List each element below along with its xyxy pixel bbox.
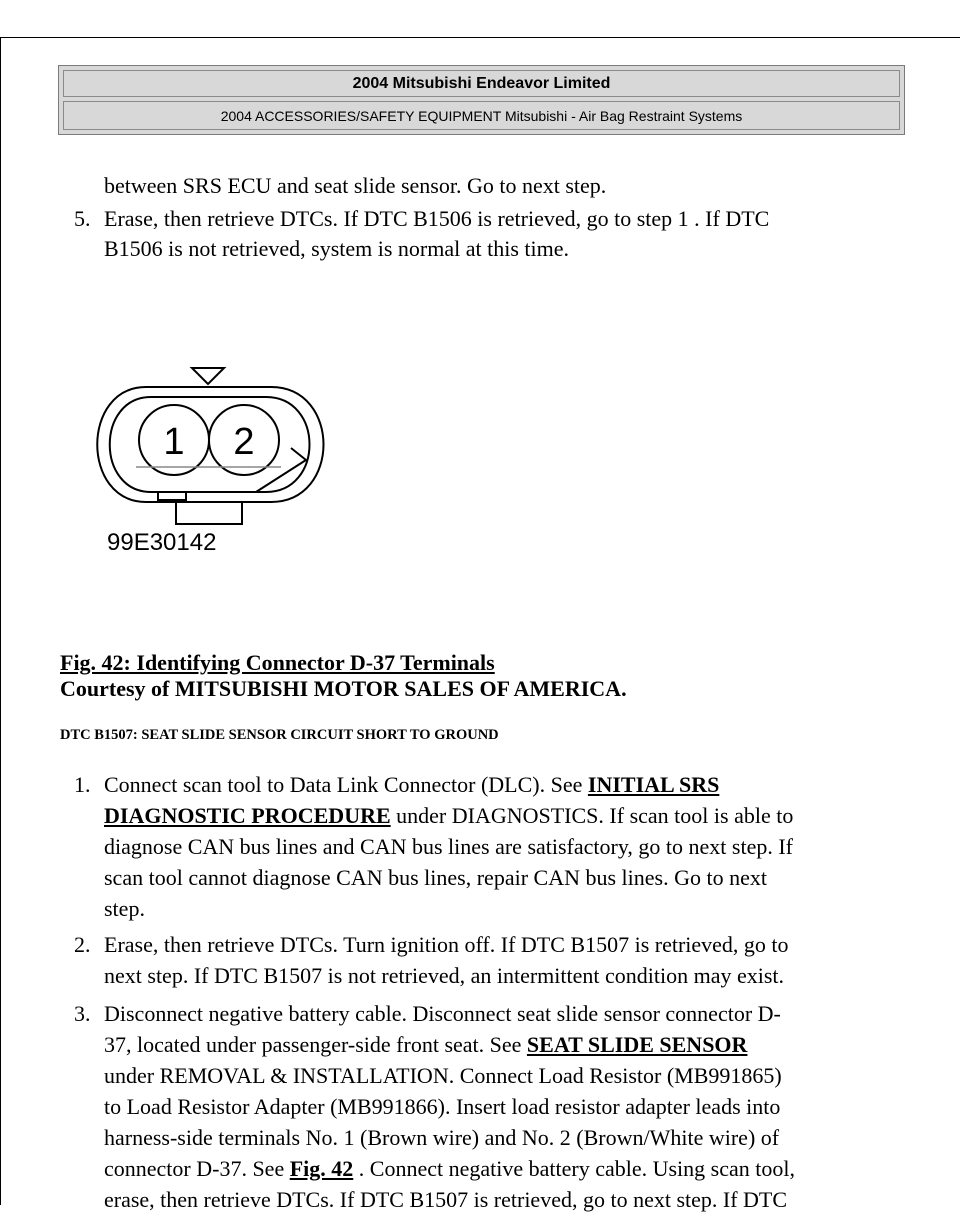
step-3-line-1: Disconnect negative battery cable. Disconnect seat slide sensor connector D- [104,1001,781,1026]
step-5-line-1: Erase, then retrieve DTCs. If DTC B1506 is retrieved, go to step 1 . If DTC [104,206,770,231]
step-3-line-3: under REMOVAL & INSTALLATION. Connect Load Resistor (MB991865) [104,1063,782,1088]
seat-slide-sensor-link[interactable]: SEAT SLIDE SENSOR [526,1032,748,1057]
page-frame-left [0,37,1,1205]
step-3-line-5: harness-side terminals No. 1 (Brown wire) and No. 2 (Brown/White wire) of [104,1125,780,1150]
connector-key-triangle [192,368,224,384]
step-3-line-2 [104,1029,747,1060]
step-2-number: 2. [74,932,91,957]
step-3-text-6a: connector D-37. See [104,1156,290,1181]
initial-srs-link-part-1[interactable]: INITIAL SRS [587,772,720,797]
dtc-b1507-heading: DTC B1507: SEAT SLIDE SENSOR CIRCUIT SHORT TO GROUND [60,727,499,743]
page-frame-top [0,37,960,38]
document-header [58,65,905,135]
previous-step-tail: between SRS ECU and seat slide sensor. Go to next step. [104,173,607,198]
step-3-text: 37, located under passenger-side front seat. See [104,1032,527,1057]
step-3-line-7: erase, then retrieve DTCs. If DTC B1507 is retrieved, go to next step. If DTC [104,1187,788,1212]
connector-foot-left [158,492,186,500]
step-3-line-4: to Load Resistor Adapter (MB991866). Insert load resistor adapter leads into [104,1094,781,1119]
figure-title-link[interactable]: Fig. 42: Identifying Connector D-37 Terminals [60,650,495,675]
step-2-line-1: Erase, then retrieve DTCs. Turn ignition off. If DTC B1507 is retrieved, go to [104,932,789,957]
step-1-line-3: diagnose CAN bus lines and CAN bus lines are satisfactory, go to next step. If [104,834,794,859]
step-1-text: Connect scan tool to Data Link Connector (DLC). See [104,772,588,797]
step-3-text-6b: . Connect negative battery cable. Using scan tool, [353,1156,795,1181]
step-1-line-4: scan tool cannot diagnose CAN bus lines, repair CAN bus lines. Go to next [104,865,767,890]
terminal-1-label: 1 [163,421,185,463]
figure-image-id: 99E30142 [107,529,217,556]
header-title: 2004 Mitsubishi Endeavor Limited [63,70,900,97]
step-1-line-5: step. [104,896,145,921]
step-1-line-1 [104,769,719,800]
step-3-number: 3. [74,1001,91,1026]
initial-srs-link-part-2[interactable]: DIAGNOSTIC PROCEDURE [104,803,391,828]
step-3-line-6 [104,1153,795,1184]
step-1-line-2 [104,800,793,831]
step-1-number: 1. [74,772,91,797]
figure-courtesy: Courtesy of MITSUBISHI MOTOR SALES OF AMERICA. [60,676,627,701]
connector-bottom-tab [176,502,242,524]
terminal-2-label: 2 [233,421,255,463]
step-1-text-continued: under DIAGNOSTICS. If scan tool is able to [390,803,794,828]
header-subtitle: 2004 ACCESSORIES/SAFETY EQUIPMENT Mitsubishi - Air Bag Restraint Systems [63,101,900,130]
step-2-line-2: next step. If DTC B1507 is not retrieved, an intermittent condition may exist. [104,963,785,988]
fig-42-link[interactable]: Fig. 42 [289,1156,354,1181]
step-5-line-2: B1506 is not retrieved, system is normal at this time. [104,236,569,261]
step-5-number: 5. [74,206,91,231]
